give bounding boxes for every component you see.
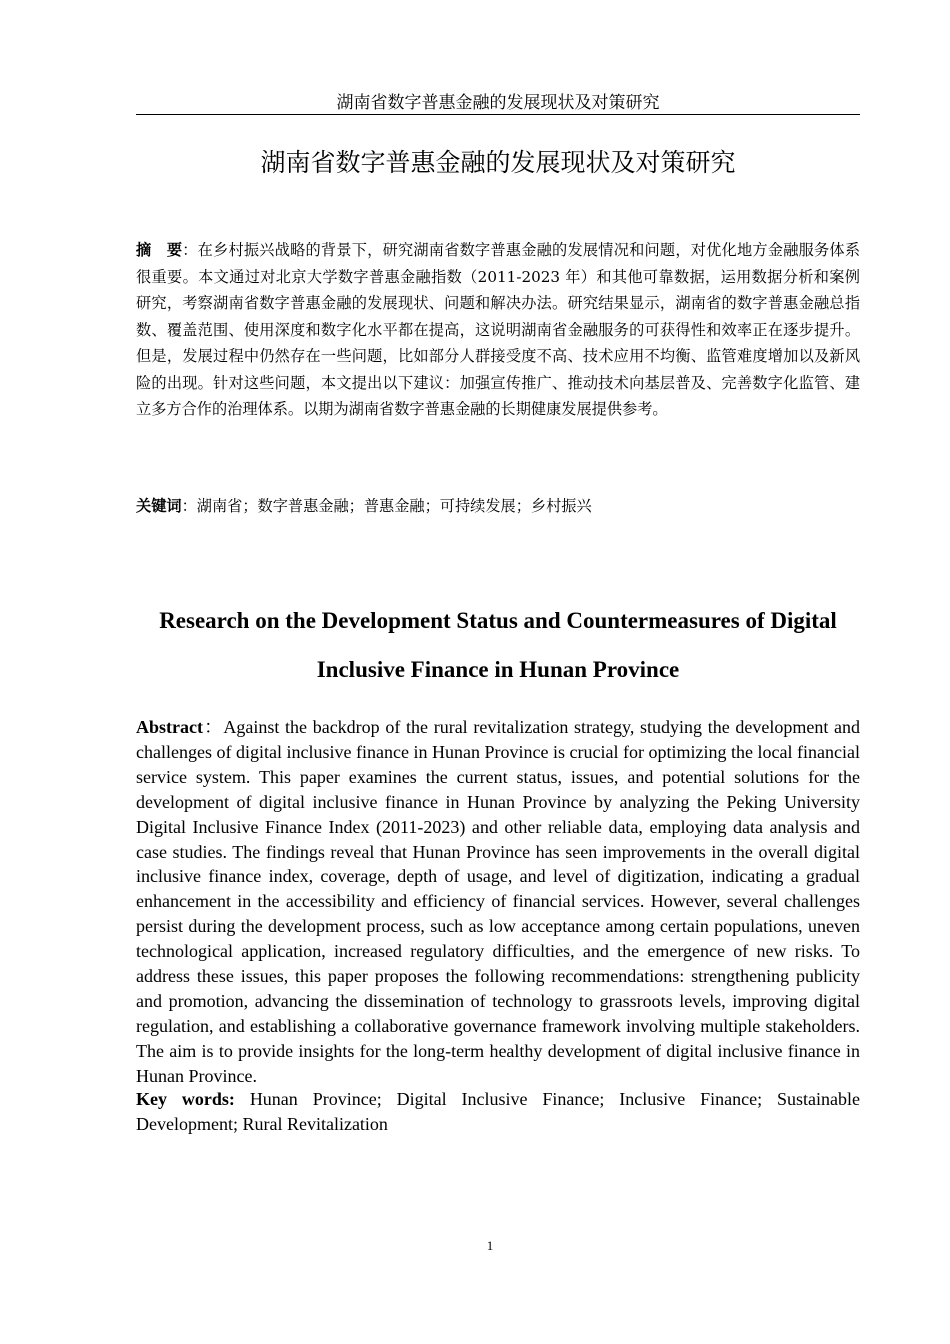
- chinese-abstract: [136, 237, 860, 423]
- chinese-abstract-label: 摘 要: [136, 241, 183, 259]
- running-header: 湖南省数字普惠金融的发展现状及对策研究: [336, 93, 660, 113]
- english-abstract-label: Abstract: [136, 717, 203, 737]
- english-abstract-colon: ：: [202, 717, 224, 737]
- chinese-abstract-text: 在乡村振兴战略的背景下，研究湖南省数字普惠金融的发展情况和问题，对优化地方金融服务体系很重要。本文通过对北京大学数字普惠金融指数（2011-2023 年）和其他可靠数据，运用数据分析和案例研究，考察湖南省数字普惠金融的发展现状、问题和解决办法。研究结果显示，湖南省的数字普惠金融总指数、覆盖范围、使用深度和数字化水平都在提高，这说明湖南省金融服务的可获得性和效率正在逐步提升。但是，发展过程中仍然存在一些问题，比如部分人群接受度不高、技术应用不均衡、监管难度增加以及新风险的出现。针对这些问题，本文提出以下建议：加强宣传推广、推动技术向基层普及、完善数字化监管、建立多方合作的治理体系。以期为湖南省数字普惠金融的长期健康发展提供参考。: [136, 241, 861, 418]
- english-abstract: [136, 715, 860, 1089]
- english-abstract-text: Against the backdrop of the rural revitalization strategy, studying the development and challenges of digital inclusive finance in Hunan Province is crucial for optimizing the local financial service system. This paper examines the current status, issues, and potential solutions for the development of digital inclusive finance in Hunan Province by analyzing the Peking University Digital Inclusive Finance Index (2011-2023) and other reliable data, employing data analysis and case studies. The findings reveal that Hunan Province has seen improvements in the overall digital inclusive finance index, coverage, depth of usage, and level of digitization, indicating a gradual enhancement in the accessibility and efficiency of financial services. However, several challenges persist during the development process, such as low acceptance among certain populations, uneven technological application, increased regulatory difficulties, and the emergence of new risks. To address these issues, this paper proposes the following recommendations: strengthening publicity and promotion, advancing the dissemination of technology to grassroots levels, improving digital regulation, and establishing a collaborative governance framework involving multiple stakeholders. The aim is to provide insights for the long-term healthy development of digital inclusive finance in Hunan Province.: [136, 717, 861, 1086]
- chinese-title: 湖南省数字普惠金融的发展现状及对策研究: [260, 148, 736, 177]
- header-rule: [136, 114, 860, 115]
- english-keywords: [136, 1087, 860, 1137]
- english-title: Research on the Development Status and Countermeasures of Digital Inclusive Finance in Hunan Province: [159, 608, 837, 682]
- page-number: 1: [486, 1238, 494, 1253]
- chinese-keywords-text: 湖南省；数字普惠金融；普惠金融；可持续发展；乡村振兴: [196, 497, 592, 515]
- chinese-keywords-label: 关键词: [136, 497, 182, 515]
- chinese-keywords-colon: ：: [181, 497, 197, 515]
- chinese-abstract-colon: ：: [182, 241, 198, 259]
- english-keywords-text: Hunan Province; Digital Inclusive Finance; Inclusive Finance; Sustainable Development; Rural Revitalization: [136, 1089, 861, 1134]
- chinese-keywords: [136, 493, 860, 519]
- english-keywords-label: Key words:: [136, 1089, 235, 1109]
